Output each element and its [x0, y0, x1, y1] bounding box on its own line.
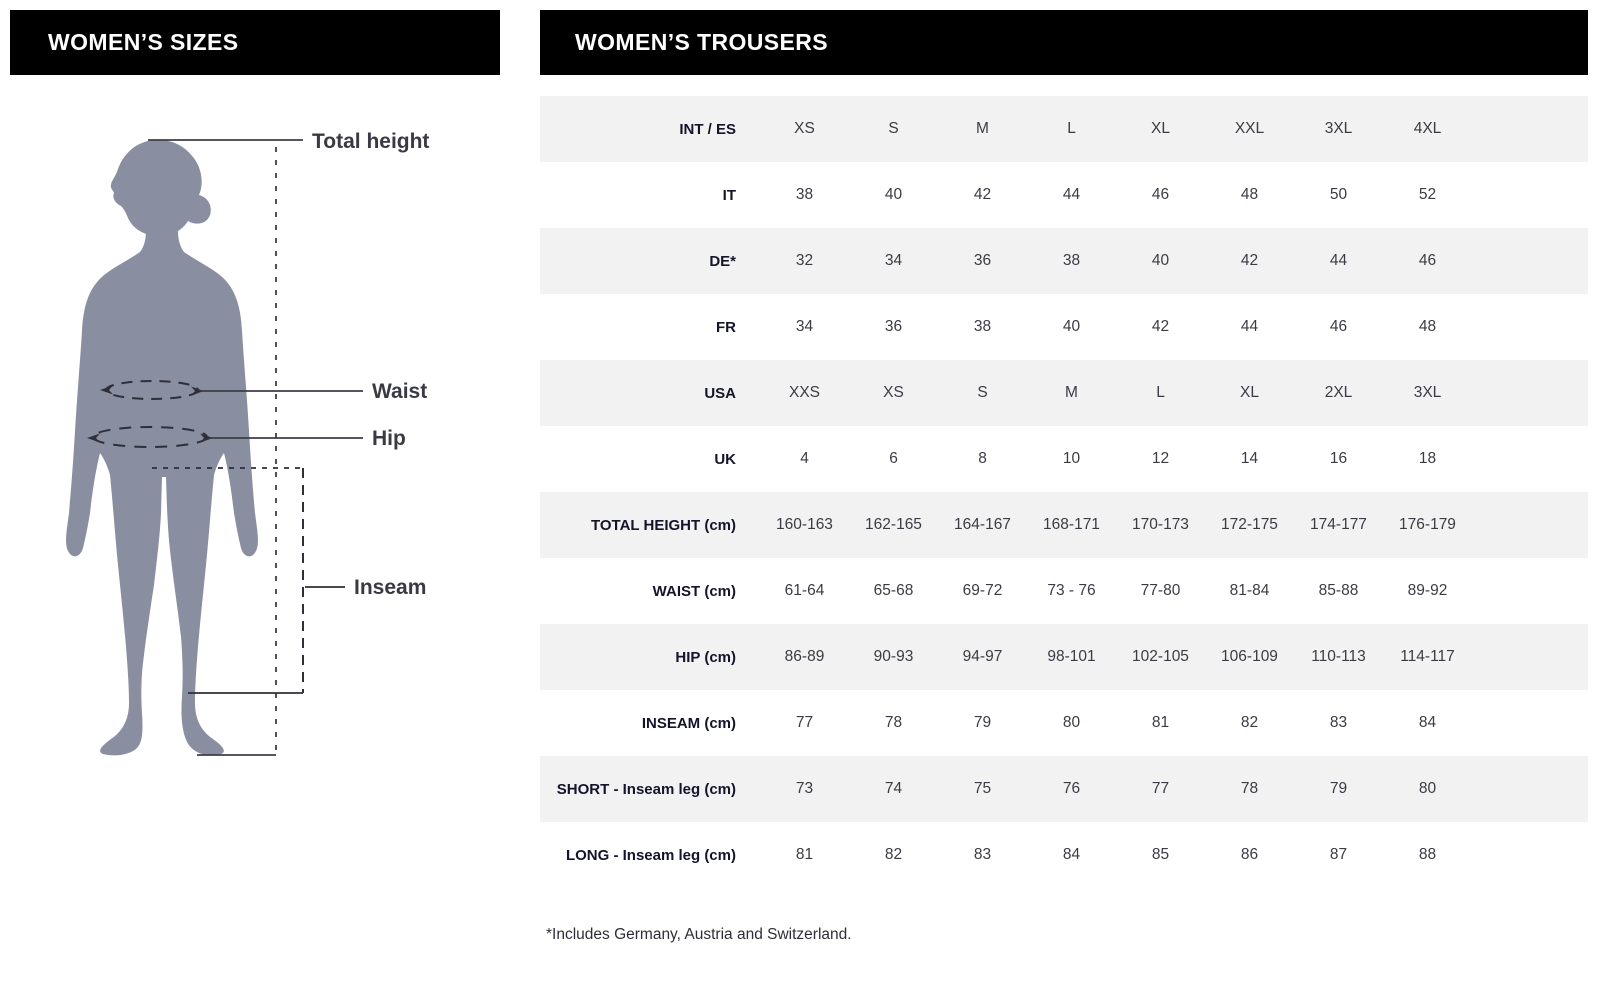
table-row	[540, 96, 1588, 162]
size-value: 61-64	[784, 582, 825, 599]
row-label: INT / ES	[679, 120, 736, 138]
row-label: IT	[722, 186, 736, 204]
size-value: 4	[800, 450, 809, 467]
silhouette-head	[111, 140, 211, 236]
size-value: 81	[795, 846, 814, 863]
size-value: XXL	[1234, 120, 1265, 137]
size-value: 78	[1240, 780, 1259, 797]
size-value: 168-171	[1043, 516, 1100, 533]
row-label: SHORT - Inseam leg (cm)	[556, 780, 736, 798]
size-value: XS	[794, 120, 815, 137]
size-value: 79	[973, 714, 992, 731]
size-value: 38	[795, 186, 814, 203]
size-value: 18	[1418, 450, 1437, 467]
size-table	[540, 96, 1588, 888]
size-value: 6	[889, 450, 898, 467]
size-value: 3XL	[1413, 384, 1442, 401]
waist-label: Waist	[372, 380, 428, 403]
size-value: 4XL	[1413, 120, 1442, 137]
size-value: 83	[973, 846, 992, 863]
size-value: S	[888, 120, 899, 137]
row-label: USA	[704, 384, 736, 402]
size-value: 86-89	[784, 648, 825, 665]
table-row	[540, 162, 1588, 228]
size-value: 40	[1062, 318, 1081, 335]
size-value: 90-93	[873, 648, 914, 665]
size-value: 80	[1062, 714, 1081, 731]
size-value: 77	[795, 714, 814, 731]
size-value: XL	[1151, 120, 1170, 137]
size-value: 174-177	[1310, 516, 1367, 533]
table-row	[540, 294, 1588, 360]
size-value: 52	[1418, 186, 1437, 203]
size-value: 84	[1062, 846, 1081, 863]
size-value: 46	[1418, 252, 1437, 269]
size-value: M	[1065, 384, 1078, 401]
size-value: 14	[1240, 450, 1259, 467]
women-sizes-title: WOMEN’S SIZES	[48, 29, 239, 55]
size-value: 80	[1418, 780, 1437, 797]
size-value: 48	[1240, 186, 1259, 203]
size-value: 38	[973, 318, 992, 335]
size-value: 12	[1151, 450, 1170, 467]
size-value: 50	[1329, 186, 1348, 203]
size-value: 88	[1418, 846, 1437, 863]
size-value: 3XL	[1324, 120, 1353, 137]
size-value: 16	[1329, 450, 1348, 467]
size-value: 106-109	[1221, 648, 1278, 665]
size-value: 69-72	[962, 582, 1003, 599]
size-value: 36	[884, 318, 903, 335]
size-value: XL	[1240, 384, 1259, 401]
size-value: 79	[1329, 780, 1348, 797]
size-value: 34	[884, 252, 903, 269]
size-value: 2XL	[1324, 384, 1353, 401]
hip-label: Hip	[372, 427, 406, 450]
size-value: 74	[884, 780, 903, 797]
table-row	[540, 822, 1588, 888]
size-value: 44	[1062, 186, 1081, 203]
size-value: 42	[1151, 318, 1170, 335]
measurement-diagram	[40, 120, 520, 780]
size-value: 84	[1418, 714, 1437, 731]
size-value: 110-113	[1311, 648, 1366, 665]
size-value: 81	[1151, 714, 1170, 731]
row-label: LONG - Inseam leg (cm)	[565, 846, 736, 864]
size-value: 98-101	[1047, 648, 1096, 665]
row-label: FR	[716, 318, 736, 336]
table-row	[540, 426, 1588, 492]
size-value: 160-163	[776, 516, 833, 533]
size-value: 73 - 76	[1047, 582, 1096, 599]
size-value: 77-80	[1140, 582, 1181, 599]
size-value: L	[1156, 384, 1165, 401]
table-row	[540, 690, 1588, 756]
size-value: 82	[884, 846, 903, 863]
women-trousers-title: WOMEN’S TROUSERS	[575, 29, 829, 55]
size-value: 87	[1329, 846, 1348, 863]
size-value: M	[976, 120, 989, 137]
row-label: WAIST (cm)	[652, 582, 736, 600]
size-value: 44	[1329, 252, 1348, 269]
size-value: 77	[1151, 780, 1170, 797]
size-value: XS	[883, 384, 904, 401]
size-value: 176-179	[1399, 516, 1456, 533]
table-row	[540, 558, 1588, 624]
row-label: INSEAM (cm)	[641, 714, 736, 732]
size-value: 82	[1240, 714, 1259, 731]
size-value: 162-165	[865, 516, 922, 533]
table-row	[540, 228, 1588, 294]
size-value: 83	[1329, 714, 1348, 731]
size-value: 164-167	[954, 516, 1011, 533]
size-value: 170-173	[1132, 516, 1189, 533]
total-height-label: Total height	[312, 130, 430, 153]
size-value: 38	[1062, 252, 1081, 269]
size-value: 48	[1418, 318, 1437, 335]
size-value: 44	[1240, 318, 1259, 335]
size-value: XXS	[788, 384, 820, 401]
size-value: 85	[1151, 846, 1170, 863]
size-value: 10	[1062, 450, 1081, 467]
size-value: 32	[795, 252, 814, 269]
row-label: HIP (cm)	[675, 648, 736, 666]
silhouette-body	[66, 231, 258, 755]
row-label: UK	[714, 450, 736, 468]
size-value: 85-88	[1318, 582, 1359, 599]
size-value: 73	[795, 780, 814, 797]
size-value: 78	[884, 714, 903, 731]
women-trousers-header-bar	[540, 10, 1588, 75]
size-value: 172-175	[1221, 516, 1278, 533]
table-row	[540, 756, 1588, 822]
size-value: 40	[1151, 252, 1170, 269]
table-row	[540, 492, 1588, 558]
size-value: S	[977, 384, 988, 401]
size-value: 76	[1062, 780, 1081, 797]
size-value: L	[1067, 120, 1076, 137]
size-value: 40	[884, 186, 903, 203]
size-value: 102-105	[1132, 648, 1189, 665]
size-value: 86	[1240, 846, 1259, 863]
size-value: 81-84	[1229, 582, 1270, 599]
size-value: 46	[1151, 186, 1170, 203]
table-row	[540, 360, 1588, 426]
size-value: 42	[1240, 252, 1259, 269]
size-value: 94-97	[962, 648, 1003, 665]
size-value: 89-92	[1407, 582, 1448, 599]
row-label: DE*	[709, 252, 736, 270]
size-value: 34	[795, 318, 814, 335]
size-value: 75	[973, 780, 992, 797]
size-value: 8	[978, 450, 987, 467]
size-value: 42	[973, 186, 992, 203]
inseam-label: Inseam	[354, 576, 427, 599]
size-value: 114-117	[1400, 648, 1455, 665]
women-sizes-header-bar	[10, 10, 500, 75]
table-row	[540, 624, 1588, 690]
row-label: TOTAL HEIGHT (cm)	[590, 516, 736, 534]
size-value: 36	[973, 252, 992, 269]
size-value: 46	[1329, 318, 1348, 335]
footnote: *Includes Germany, Austria and Switzerland.	[546, 926, 852, 943]
size-value: 65-68	[873, 582, 914, 599]
